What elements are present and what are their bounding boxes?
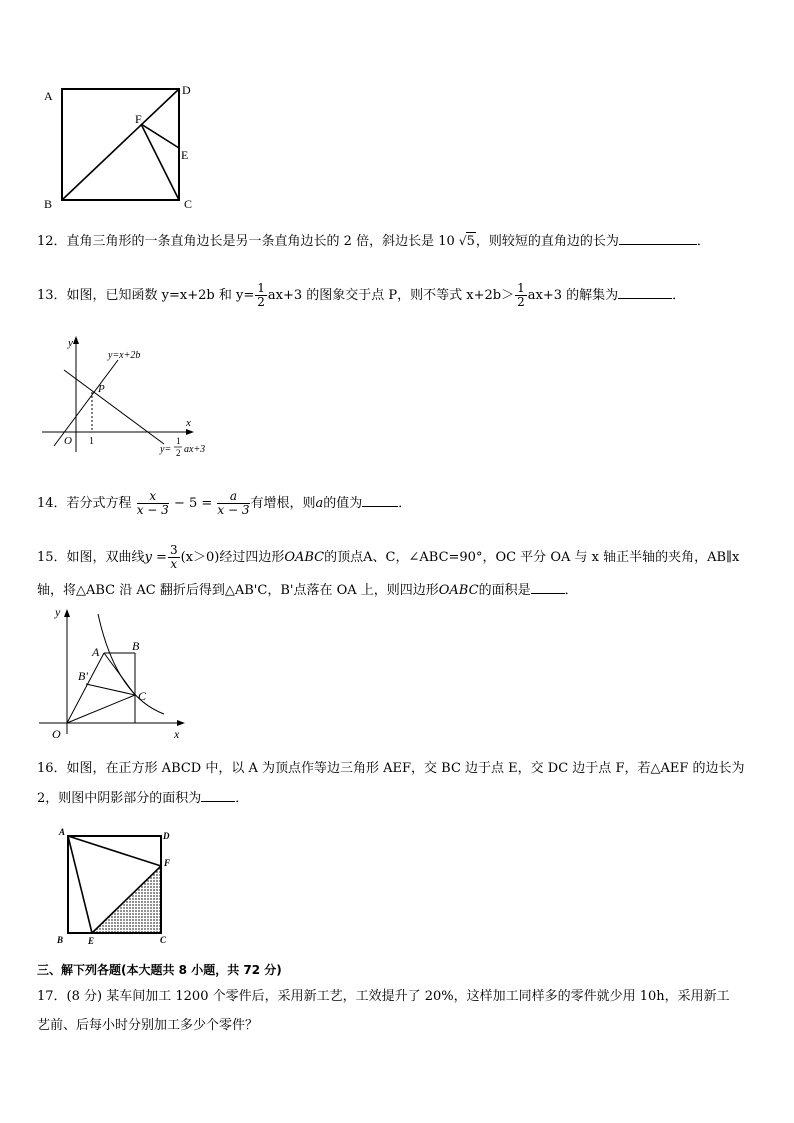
q15-y-eq: y = (144, 550, 167, 565)
label-F: F (135, 112, 142, 126)
q16-label-D: D (163, 831, 170, 841)
q13-line2-den: 2 (176, 448, 181, 458)
q13-line2-prefix: y= (160, 444, 172, 455)
q15-part4: A、C，∠ABC=90°，OC 平分 OA 与 x 轴正半轴的夹角，AB∥x (363, 550, 740, 565)
q13-line1-label: y=x+2b (108, 350, 141, 361)
q15-end: ． (564, 583, 578, 598)
q16-number: 16． (37, 761, 67, 776)
q15-graph (34, 604, 194, 744)
q15-cond: (x＞0) (180, 550, 220, 565)
q16-label-B: B (57, 935, 64, 945)
q12-text-post: ，则较短的直角边的长为 (475, 234, 619, 249)
question-17-line-2 (37, 1017, 258, 1035)
q14-part3: 的值为 (323, 496, 363, 511)
q15-number: 15． (37, 550, 67, 565)
q14-end: ． (398, 496, 412, 511)
question-12: 12．直角三角形的一条直角边长是另一条直角边长的 2 倍，斜边长是 10 √5，则较短的直角边的长为 ． (37, 234, 710, 249)
q12-number: 12． (37, 234, 67, 249)
q15-part3: 的顶点 (324, 550, 364, 565)
q13-frac-1: $\frac{1}{2}$ (257, 281, 265, 309)
q15-A-label: A (92, 645, 100, 659)
q15-y-label: y (55, 605, 61, 619)
q12-answer-blank[interactable] (619, 243, 697, 245)
q13-answer-blank[interactable] (618, 297, 672, 299)
q15-B-label: B (132, 639, 140, 653)
q14-number: 14． (37, 496, 67, 511)
q15-part2: 经过四边形 (219, 550, 285, 565)
q13-part2: ax+3 的图象交于点 P，则不等式 x+2b＞ (267, 288, 515, 303)
label-B: B (44, 197, 53, 211)
q17-line1: 某车间加工 1200 个零件后，采用新工艺，工效提升了 20%，这样加工同样多的零件就少用 10h，采用新工 (106, 989, 730, 1004)
q15-x-label: x (174, 727, 180, 741)
q13-line2-suffix: ax+3 (184, 444, 206, 455)
q14-middle: − 5 = (173, 496, 213, 511)
figure-square-abcd (40, 80, 200, 212)
question-15-line-1 (37, 544, 739, 571)
q15-Bp-label: B' (78, 669, 88, 683)
question-14 (37, 490, 411, 517)
q13-end: ． (672, 288, 686, 303)
label-A: A (44, 89, 53, 103)
question-13 (37, 282, 685, 309)
q16-label-C: C (160, 935, 167, 945)
q17-number: 17． (37, 989, 67, 1004)
q17-points: (8 分) (66, 989, 103, 1004)
q14-answer-blank[interactable] (362, 505, 398, 507)
q16-label-F: F (164, 858, 171, 868)
question-16-line-2 (37, 790, 248, 808)
q13-line2-num: 1 (176, 436, 181, 446)
q17-line2: 艺前、后每小时分别加工多少个零件？ (37, 1018, 259, 1033)
q13-graph (36, 334, 226, 464)
q15-frac: $\frac{3}{x}$ (169, 543, 178, 571)
q16-line1: 如图，在正方形 ABCD 中，以 A 为顶点作等边三角形 AEF，交 BC 边于点 E，交 DC 边于点 F，若△AEF 的边长为 (66, 761, 745, 776)
q13-origin: O (64, 435, 72, 447)
question-16-line-1 (37, 760, 745, 778)
q13-number: 13． (37, 288, 67, 303)
label-C: C (184, 197, 193, 211)
q16-end: ． (235, 791, 249, 806)
q13-x-label: x (186, 417, 191, 429)
q16-answer-blank[interactable] (201, 800, 235, 802)
q16-label-E: E (88, 936, 95, 946)
q15-C-label: C (138, 689, 147, 703)
question-15-line-2 (37, 582, 578, 600)
q15-line2-quad: OABC (438, 583, 479, 598)
q13-y-label: y (68, 337, 73, 349)
q15-O-label: O (52, 727, 61, 741)
q14-frac-2: $\frac{a}{x - 3}$ (217, 489, 250, 517)
q12-sqrt: 5 (466, 234, 475, 249)
label-D: D (182, 83, 191, 97)
q16-figure (54, 826, 179, 948)
section-3-title: 三、解下列各题(本大题共 8 小题，共 72 分) (37, 963, 282, 977)
label-E: E (181, 148, 189, 162)
q15-quad: OABC (284, 550, 325, 565)
q14-part2: 有增根，则 (250, 496, 316, 511)
q15-line2-part1: 轴，将△ABC 沿 AC 翻折后得到△AB'C，B'点落在 OA 上，则四边形 (37, 583, 439, 598)
q14-part1: 若分式方程 (66, 496, 132, 511)
q14-var: a (315, 496, 324, 511)
q12-text-pre: 直角三角形的一条直角边长是另一条直角边长的 2 倍，斜边长是 10 (66, 234, 455, 249)
q13-part3: ax+3 的解集为 (527, 288, 619, 303)
q16-line2: 2，则图中阴影部分的面积为 (37, 791, 202, 806)
q13-point-P: P (98, 383, 105, 395)
q14-frac-1: $\frac{x}{x - 3}$ (136, 489, 169, 517)
question-17-line-1 (37, 988, 730, 1006)
q15-line2-part2: 的面积是 (478, 583, 531, 598)
q13-part1: 如图，已知函数 y=x+2b 和 y= (66, 288, 255, 303)
q15-answer-blank[interactable] (531, 592, 565, 594)
q13-tick-1: 1 (89, 436, 94, 447)
q15-part1: 如图，双曲线 (66, 550, 145, 565)
q16-label-A: A (59, 827, 66, 837)
q13-frac-2: $\frac{1}{2}$ (517, 281, 525, 309)
q12-end: ． (696, 234, 710, 249)
